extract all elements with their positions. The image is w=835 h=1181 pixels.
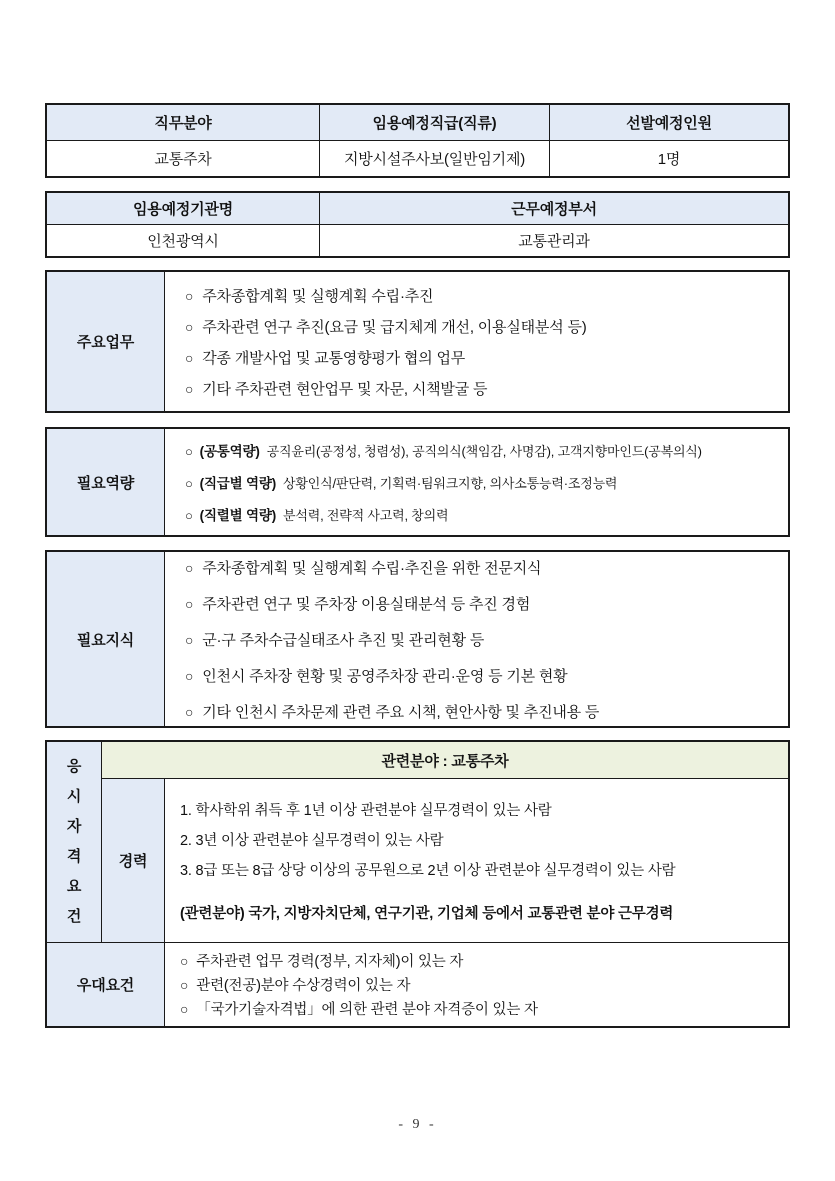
- department-value: 교통관리과: [518, 232, 590, 250]
- circle-bullet-icon: ○: [185, 559, 194, 576]
- knowledge-text: 기타 인천시 주차문제 관련 주요 시책, 현안사항 및 추진내용 등: [202, 703, 600, 721]
- preferred-text: 주차관련 업무 경력(정부, 지자체)이 있는 자: [196, 954, 464, 970]
- job-field-header: 직무분야: [47, 105, 320, 141]
- competency-category: (직급별 역량): [199, 476, 277, 491]
- list-item: [185, 285, 782, 306]
- knowledge-table: [45, 550, 790, 728]
- circle-bullet-icon: ○: [185, 595, 194, 612]
- main-duties-content: [165, 272, 788, 411]
- qualification-label-vertical: [47, 742, 102, 943]
- headcount-value: 1명: [657, 150, 681, 168]
- list-item: [185, 440, 782, 460]
- list-item: [185, 701, 782, 722]
- list-item: [185, 472, 782, 492]
- main-duties-table: [45, 270, 790, 413]
- list-item: [180, 974, 782, 995]
- agency-value: 인천광역시: [47, 225, 320, 257]
- competencies-label: 필요역량: [47, 429, 165, 535]
- duty-text: 주차관련 연구 추진(요금 및 급지체계 개선, 이용실태분석 등): [202, 318, 587, 336]
- competency-category: (직렬별 역량): [199, 508, 277, 523]
- preferred-content: [165, 943, 788, 1026]
- competencies-content: [165, 429, 788, 535]
- career-content: [165, 779, 788, 943]
- preferred-text: 「국가기술자격법」에 의한 관련 분야 자격증이 있는 자: [196, 1002, 538, 1018]
- competency-text: 분석력, 전략적 사고력, 창의력: [283, 508, 449, 523]
- duty-text: 각종 개발사업 및 교통영향평가 협의 업무: [202, 349, 466, 367]
- circle-bullet-icon: ○: [180, 1001, 189, 1017]
- list-item: [180, 829, 782, 850]
- competency-category: (공통역량): [199, 444, 260, 459]
- list-item: [185, 665, 782, 686]
- career-text: 2. 3년 이상 관련분야 실무경력이 있는 사람: [180, 832, 444, 849]
- circle-bullet-icon: ○: [185, 444, 193, 459]
- list-item: [180, 799, 782, 820]
- preferred-label: 우대요건: [47, 943, 165, 1026]
- vertical-char: 자: [66, 818, 82, 835]
- circle-bullet-icon: ○: [180, 977, 189, 993]
- list-item: [180, 859, 782, 880]
- preferred-text: 관련(전공)분야 수상경력이 있는 자: [196, 978, 411, 994]
- competency-text: 상황인식/판단력, 기획력·팀워크지향, 의사소통능력·조정능력: [283, 476, 618, 491]
- duty-text: 기타 주차관련 현안업무 및 자문, 시책발굴 등: [202, 380, 488, 398]
- main-duties-label: 주요업무: [47, 272, 165, 411]
- knowledge-label: 필요지식: [47, 552, 165, 726]
- related-field-header: 관련분야 : 교통주차: [102, 742, 788, 779]
- circle-bullet-icon: ○: [185, 703, 194, 720]
- department-header: 근무예정부서: [320, 193, 788, 225]
- competencies-table: [45, 427, 790, 537]
- agency-header: 임용예정기관명: [47, 193, 320, 225]
- list-item: [180, 998, 782, 1019]
- list-item: [185, 378, 782, 399]
- grade-value: 지방시설주사보(일반임기제): [320, 141, 550, 177]
- grade-header: 임용예정직급(직류): [320, 105, 550, 141]
- circle-bullet-icon: ○: [185, 318, 194, 335]
- list-item: [185, 557, 782, 578]
- vertical-char: 격: [66, 848, 82, 865]
- list-item: [185, 316, 782, 337]
- qualification-table: [45, 740, 790, 1028]
- career-text: 1. 학사학위 취득 후 1년 이상 관련분야 실무경력이 있는 사람: [180, 802, 552, 819]
- page-number: - 9 -: [398, 1117, 437, 1132]
- competency-text: 공직윤리(공정성, 청렴성), 공직의식(책임감, 사명감), 고객지향마인드(공복의식): [266, 444, 702, 459]
- job-field-value: 교통주차: [47, 141, 320, 177]
- circle-bullet-icon: ○: [180, 953, 189, 969]
- circle-bullet-icon: ○: [185, 476, 193, 491]
- list-item: [185, 593, 782, 614]
- circle-bullet-icon: ○: [185, 631, 194, 648]
- vertical-char: 응: [66, 758, 82, 775]
- related-field-note: (관련분야) 국가, 지방자치단체, 연구기관, 기업체 등에서 교통관련 분야 근무경력: [180, 905, 674, 922]
- vertical-char: 시: [66, 788, 82, 805]
- circle-bullet-icon: ○: [185, 380, 194, 397]
- knowledge-text: 인천시 주차장 현황 및 공영주차장 관리·운영 등 기본 현황: [202, 667, 568, 685]
- knowledge-text: 주차관련 연구 및 주차장 이용실태분석 등 추진 경험: [202, 595, 531, 613]
- headcount-header: 선발예정인원: [550, 105, 788, 141]
- duty-text: 주차종합계획 및 실행계획 수립·추진: [202, 287, 434, 305]
- circle-bullet-icon: ○: [185, 508, 193, 523]
- knowledge-text: 군·구 주차수급실태조사 추진 및 관리현황 등: [202, 631, 485, 649]
- list-item: [185, 347, 782, 368]
- list-item: [180, 950, 782, 971]
- list-item: [185, 504, 782, 524]
- circle-bullet-icon: ○: [185, 667, 194, 684]
- career-label: 경력: [102, 779, 165, 943]
- vertical-char: 건: [66, 908, 82, 925]
- position-summary-table: [45, 103, 790, 178]
- knowledge-text: 주차종합계획 및 실행계획 수립·추진을 위한 전문지식: [202, 559, 542, 577]
- agency-table: [45, 191, 790, 258]
- circle-bullet-icon: ○: [185, 287, 194, 304]
- vertical-char: 요: [66, 878, 82, 895]
- list-item: [185, 629, 782, 650]
- circle-bullet-icon: ○: [185, 349, 194, 366]
- career-text: 3. 8급 또는 8급 상당 이상의 공무원으로 2년 이상 관련분야 실무경력이 있는 사람: [180, 862, 676, 879]
- knowledge-content: [165, 552, 788, 726]
